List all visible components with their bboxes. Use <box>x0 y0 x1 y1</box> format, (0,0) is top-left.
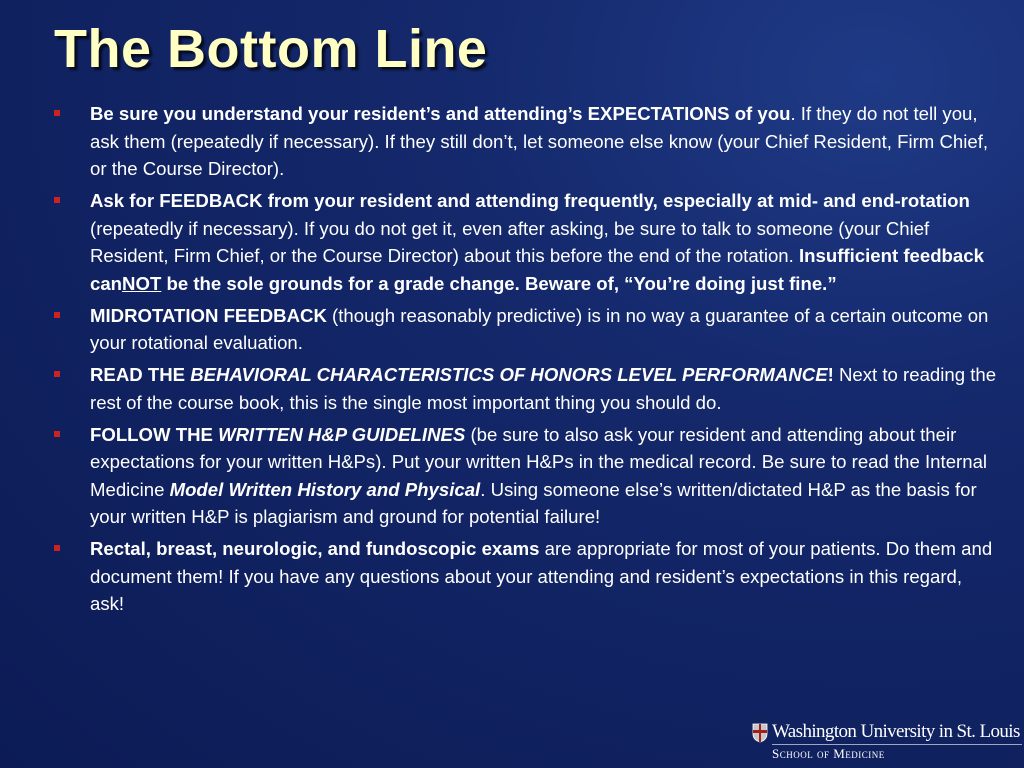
bullet-text-segment: Insufficient feedback can <box>90 245 984 294</box>
bullet-text-segment: FOLLOW THE <box>90 423 219 445</box>
bullet-text-segment: be the sole grounds for a grade change. Beware of, “You’re doing just fine.” <box>161 272 837 294</box>
bullet-text-segment: . If they do not tell you, ask them (repeatedly if necessary). If they still don’t, let someone else know (your Chief Resident, Firm Chief, or the Course Director). <box>90 103 989 179</box>
bullet-text-segment: are appropriate for most of your patients. Do them and document them! If you have any questions about your attending and resident’s expectations in this regard, ask! <box>90 538 993 614</box>
bullet-text-segment: Ask for FEEDBACK from your resident and attending frequently, especially at mid- and end-rotation <box>90 190 970 211</box>
bullet-item <box>52 187 997 297</box>
bullet-text-segment: Rectal, breast, neurologic, and fundoscopic exams <box>90 538 540 559</box>
bullet-item <box>52 100 997 183</box>
university-logo <box>752 721 1022 765</box>
slide-title: The Bottom Line <box>54 19 488 79</box>
bullet-text-segment: READ THE <box>90 364 191 385</box>
bullet-square-icon <box>54 312 60 318</box>
bullet-text-segment: (be sure to also ask your resident and attending about their expectations for your written H&Ps). Put your written H&Ps in the medical record. Be sure to read the Internal Medicine <box>90 423 988 500</box>
bullet-item <box>52 361 997 416</box>
logo-university-name: Washington University in St. Louis <box>772 721 1020 742</box>
bullet-list <box>52 100 997 622</box>
bullet-square-icon <box>54 197 60 203</box>
bullet-text-segment: WRITTEN H&P GUIDELINES <box>218 423 466 445</box>
logo-school-name: School of Medicine <box>772 746 885 761</box>
bullet-square-icon <box>54 110 60 116</box>
bullet-item <box>52 535 997 618</box>
bullet-item <box>52 302 997 357</box>
bullet-text-segment: (though reasonably predictive) is in no way a guarantee of a certain outcome on your rotational evaluation. <box>90 304 989 353</box>
bullet-text-segment: ! <box>827 364 834 385</box>
bullet-text-segment: NOT <box>122 272 162 294</box>
bullet-text-segment: (repeatedly if necessary). If you do not get it, even after asking, be sure to talk to someone (your Chief Resident, Firm Chief, or the Course Director) about this before the end of the rotation. <box>90 217 930 266</box>
shield-icon <box>752 723 768 743</box>
bullet-square-icon <box>54 431 60 437</box>
bullet-text-segment: BEHAVIORAL CHARACTERISTICS OF HONORS LEVEL PERFORMANCE <box>190 364 828 385</box>
bullet-item <box>52 421 997 531</box>
bullet-text-segment: Be sure you understand your resident’s and attending’s EXPECTATIONS of you <box>90 103 791 124</box>
bullet-text-segment: Model Written History and Physical <box>169 478 481 500</box>
bullet-square-icon <box>54 545 60 551</box>
bullet-text-segment: . Using someone else’s written/dictated H&P as the basis for your written H&P is plagiarism and ground for potential failure! <box>90 478 977 527</box>
bullet-text-segment: Next to reading the rest of the course book, this is the single most important thing you should do. <box>90 364 997 413</box>
bullet-square-icon <box>54 371 60 377</box>
logo-divider <box>772 744 1022 745</box>
bullet-text-segment: MIDROTATION FEEDBACK <box>90 304 327 326</box>
